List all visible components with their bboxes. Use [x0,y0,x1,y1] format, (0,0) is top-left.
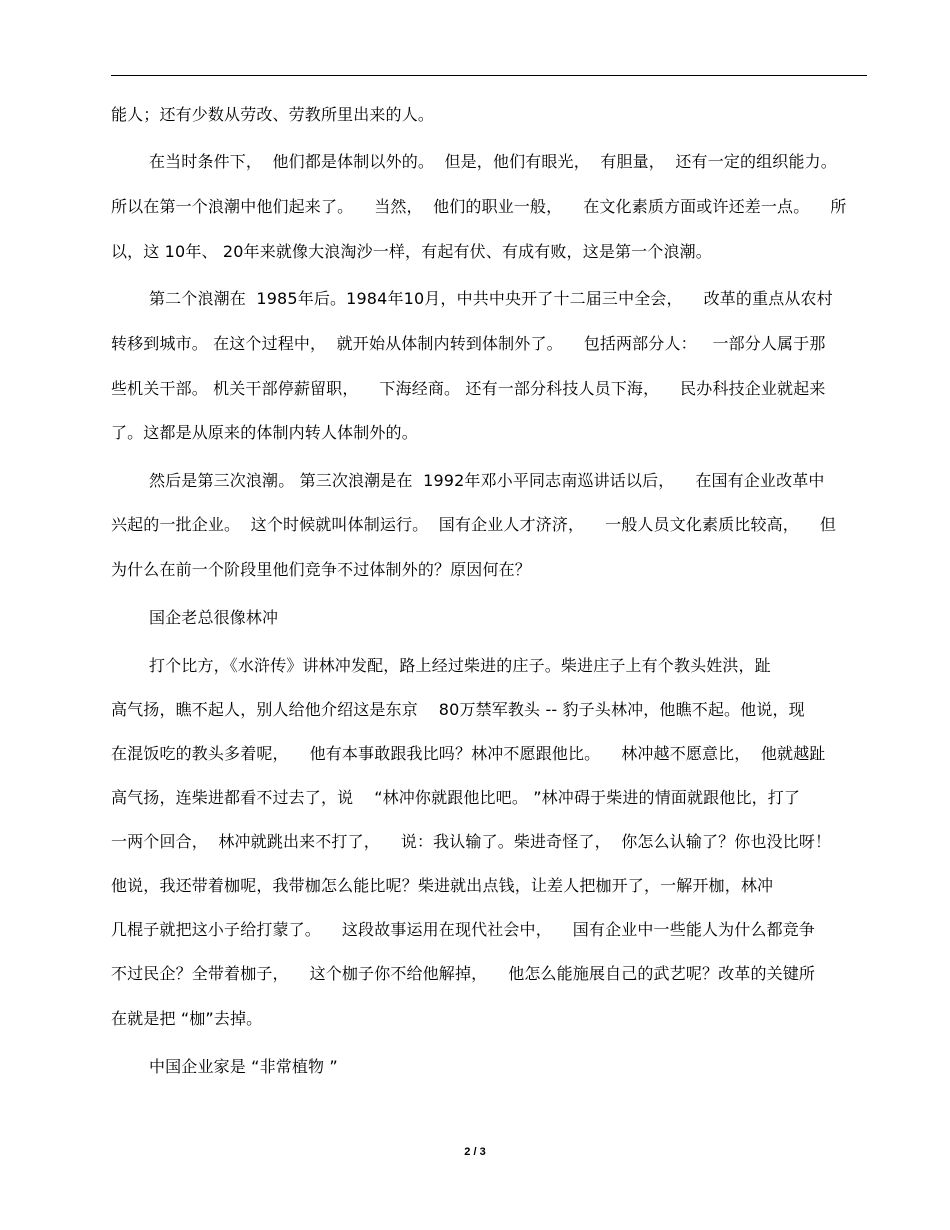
text-line: 然后是第三次浪潮。 第三次浪潮是在 1992年邓小平同志南巡讲话以后， 在国有企业改革中 [149,471,825,490]
text-line: 兴起的一批企业。 这个时候就叫体制运行。 国有企业人才济济， 一般人员文化素质比较高， 但 [111,515,836,534]
text-line: 在混饭吃的教头多着呢， 他有本事敢跟我比吗？林冲不愿跟他比。 林冲越不愿意比， 他就越趾 [111,744,826,763]
text-line: 第二个浪潮在 1985年后。1984年10月，中共中央开了十二届三中全会， 改革的重点从农村 [149,289,833,308]
section-heading: 国企老总很像林冲 [149,608,279,627]
text-line: 所以在第一个浪潮中他们起来了。 当然， 他们的职业一般， 在文化素质方面或许还差一点。 所 [111,197,847,216]
text-line: 转移到城市。 在这个过程中， 就开始从体制内转到体制外了。 包括两部分人： 一部分人属于那 [111,334,826,353]
page-number: 2 / 3 [464,1146,486,1158]
text-line: 不过民企？全带着枷子， 这个枷子你不给他解掉， 他怎么能施展自己的武艺呢？改革的关键所 [111,964,816,983]
text-line: 为什么在前一个阶段里他们竞争不过体制外的？原因何在？ [111,560,531,579]
text-line: 几棍子就把这小子给打蒙了。 这段故事运用在现代社会中， 国有企业中一些能人为什么都竞争 [111,920,816,939]
header-rule [111,75,867,76]
text-line: 他说，我还带着枷呢，我带枷怎么能比呢？柴进就出点钱，让差人把枷开了，一解开枷，林冲 [111,876,774,895]
text-line: 高气扬，瞧不起人，别人给他介绍这是东京 80万禁军教头 -- 豹子头林冲，他瞧不起。他说，现 [111,700,805,719]
section-heading: 中国企业家是 “非常植物 ” [149,1057,338,1076]
text-line: 在就是把 “枷”去掉。 [111,1009,263,1028]
text-line: 些机关干部。 机关干部停薪留职， 下海经商。 还有一部分科技人员下海， 民办科技企业就起来 [111,379,826,398]
text-line: 高气扬，连柴进都看不过去了，说 “林冲你就跟他比吧。 ”林冲碍于柴进的情面就跟他比，打了 [111,788,801,807]
text-line: 以，这 10年、 20年来就像大浪淘沙一样，有起有伏、有成有败，这是第一个浪潮。 [111,242,712,261]
text-line: 了。这都是从原来的体制内转人体制外的。 [111,423,418,442]
text-line: 一两个回合， 林冲就跳出来不打了， 说：我认输了。柴进奇怪了， 你怎么认输了？你也没比呀！ [111,832,832,851]
text-line: 能人；还有少数从劳改、劳教所里出来的人。 [111,105,435,124]
text-line: 在当时条件下， 他们都是体制以外的。 但是，他们有眼光， 有胆量， 还有一定的组织能力。 [149,152,837,171]
text-line: 打个比方，《水浒传》讲林冲发配，路上经过柴进的庄子。柴进庄子上有个教头姓洪，趾 [149,656,771,675]
